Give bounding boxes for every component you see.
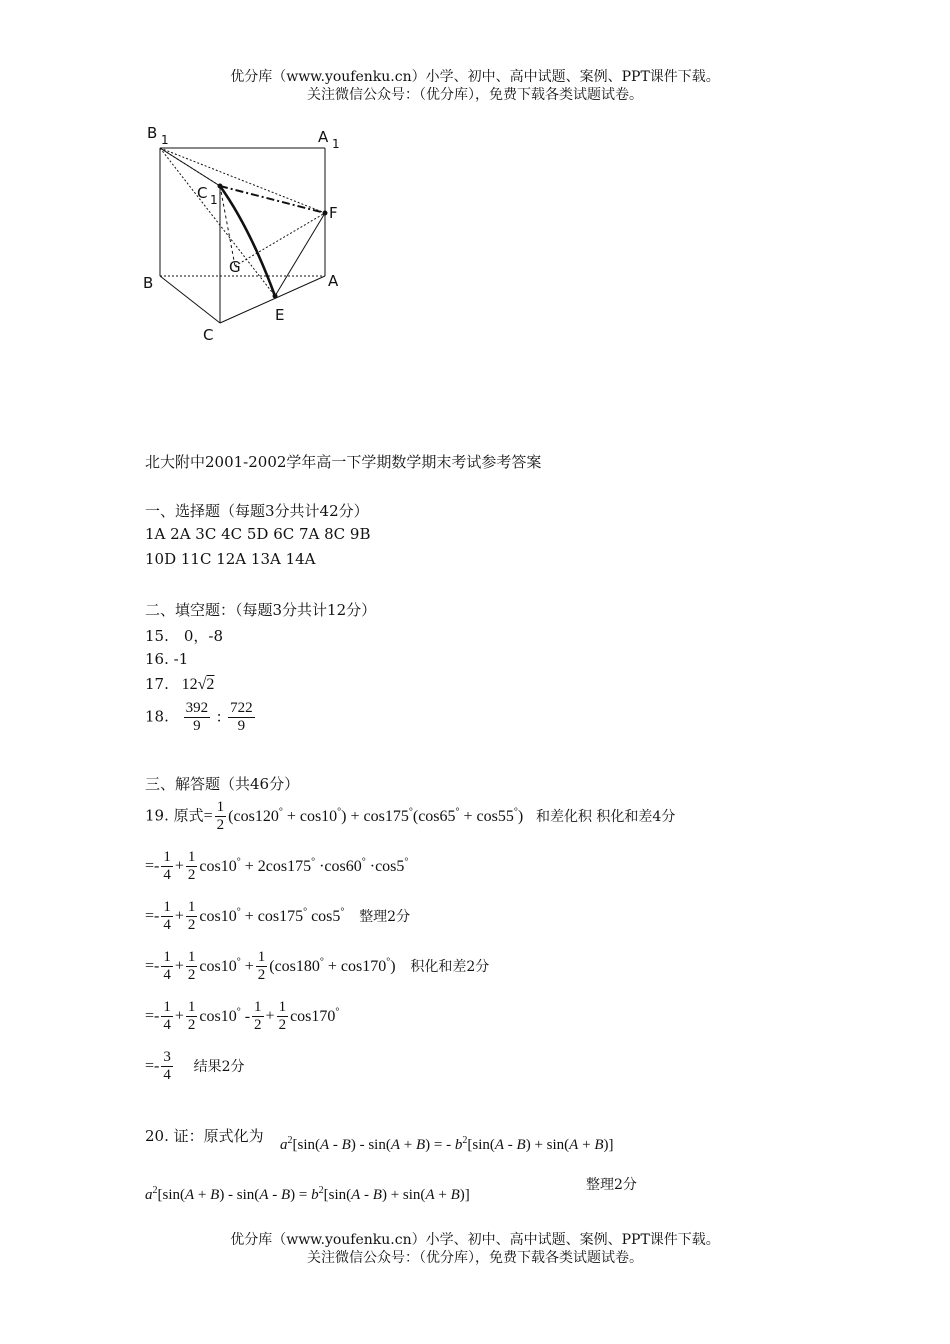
q19-line-5: =- $\frac{1}{4}$ + $\frac{1}{2}$ cos10° - $\frac{1}{2}$ + $\frac{1}{2}$ cos170° [145, 999, 340, 1033]
label-f: F [329, 204, 338, 222]
q19-line-1: 19. 原式= $\frac{1}{2}$ (cos120° + cos10°) + cos175°(cos65° + cos55°) 和差化积 积化和差4分 [145, 799, 676, 833]
doc-title: 北大附中2001-2002学年高一下学期数学期末考试参考答案 [145, 453, 542, 471]
label-b1: B [147, 124, 158, 142]
svg-text:1: 1 [210, 193, 218, 207]
label-b: B [143, 274, 154, 292]
q19-line-2: =- $\frac{1}{4}$ + $\frac{1}{2}$ cos10° + 2cos175° ·cos60° ·cos5° [145, 849, 409, 883]
label-a: A [328, 272, 339, 290]
svg-text:1: 1 [161, 133, 169, 147]
footer-line-2: 关注微信公众号：（优分库），免费下载各类试题试卷。 [307, 1250, 643, 1266]
label-c1: C [197, 184, 208, 202]
q20-label: 20. 证：原式化为 [145, 1127, 264, 1145]
header-line-2: 关注微信公众号：（优分库），免费下载各类试题试卷。 [307, 87, 643, 103]
q20-line-2: $a^2[\sin(A + B) - \sin(A - B) = b^2[\sin(A - B) + \sin(A + B)]$ [145, 1185, 470, 1203]
answer-15: 15. 0，-8 [145, 627, 224, 645]
label-e: E [275, 306, 285, 324]
q20-line-1: $a^2[\sin(A - B) - \sin(A + B)$ = - $b^2[\sin(A - B) + \sin(A + B)]$ [280, 1135, 614, 1153]
q19-line-3: =- $\frac{1}{4}$ + $\frac{1}{2}$ cos10° + cos175° cos5° 整理2分 [145, 899, 411, 933]
label-g: G [229, 258, 241, 276]
svg-text:1: 1 [332, 137, 340, 151]
q19-line-6: =- $\frac{3}{4}$ 结果2分 [145, 1049, 245, 1083]
footer-line-1: 优分库（www.youfenku.cn）小学、初中、高中试题、案例、PPT课件下载。 [230, 1232, 720, 1248]
prism-figure [135, 118, 365, 348]
answer-18: 18. $\frac{392}{9}$ : $\frac{722}{9}$ [145, 700, 253, 734]
answer-16: 16. -1 [145, 650, 189, 668]
section-1-heading: 一、选择题（每题3分共计42分） [145, 502, 369, 520]
q20-note: 整理2分 [586, 1177, 637, 1193]
answers-row-1: 1A 2A 3C 4C 5D 6C 7A 8C 9B [145, 525, 371, 543]
answer-17: 17. 12√2 [145, 675, 215, 693]
section-2-heading: 二、填空题：（每题3分共计12分） [145, 601, 377, 619]
answers-row-2: 10D 11C 12A 13A 14A [145, 550, 316, 568]
q19-line-4: =- $\frac{1}{4}$ + $\frac{1}{2}$ cos10° + $\frac{1}{2}$ (cos180° + cos170°) 积化和差2分 [145, 949, 490, 983]
label-c: C [203, 326, 214, 344]
section-3-heading: 三、解答题（共46分） [145, 775, 300, 793]
label-a1: A [318, 128, 329, 146]
header-line-1: 优分库（www.youfenku.cn）小学、初中、高中试题、案例、PPT课件下载。 [230, 69, 720, 85]
